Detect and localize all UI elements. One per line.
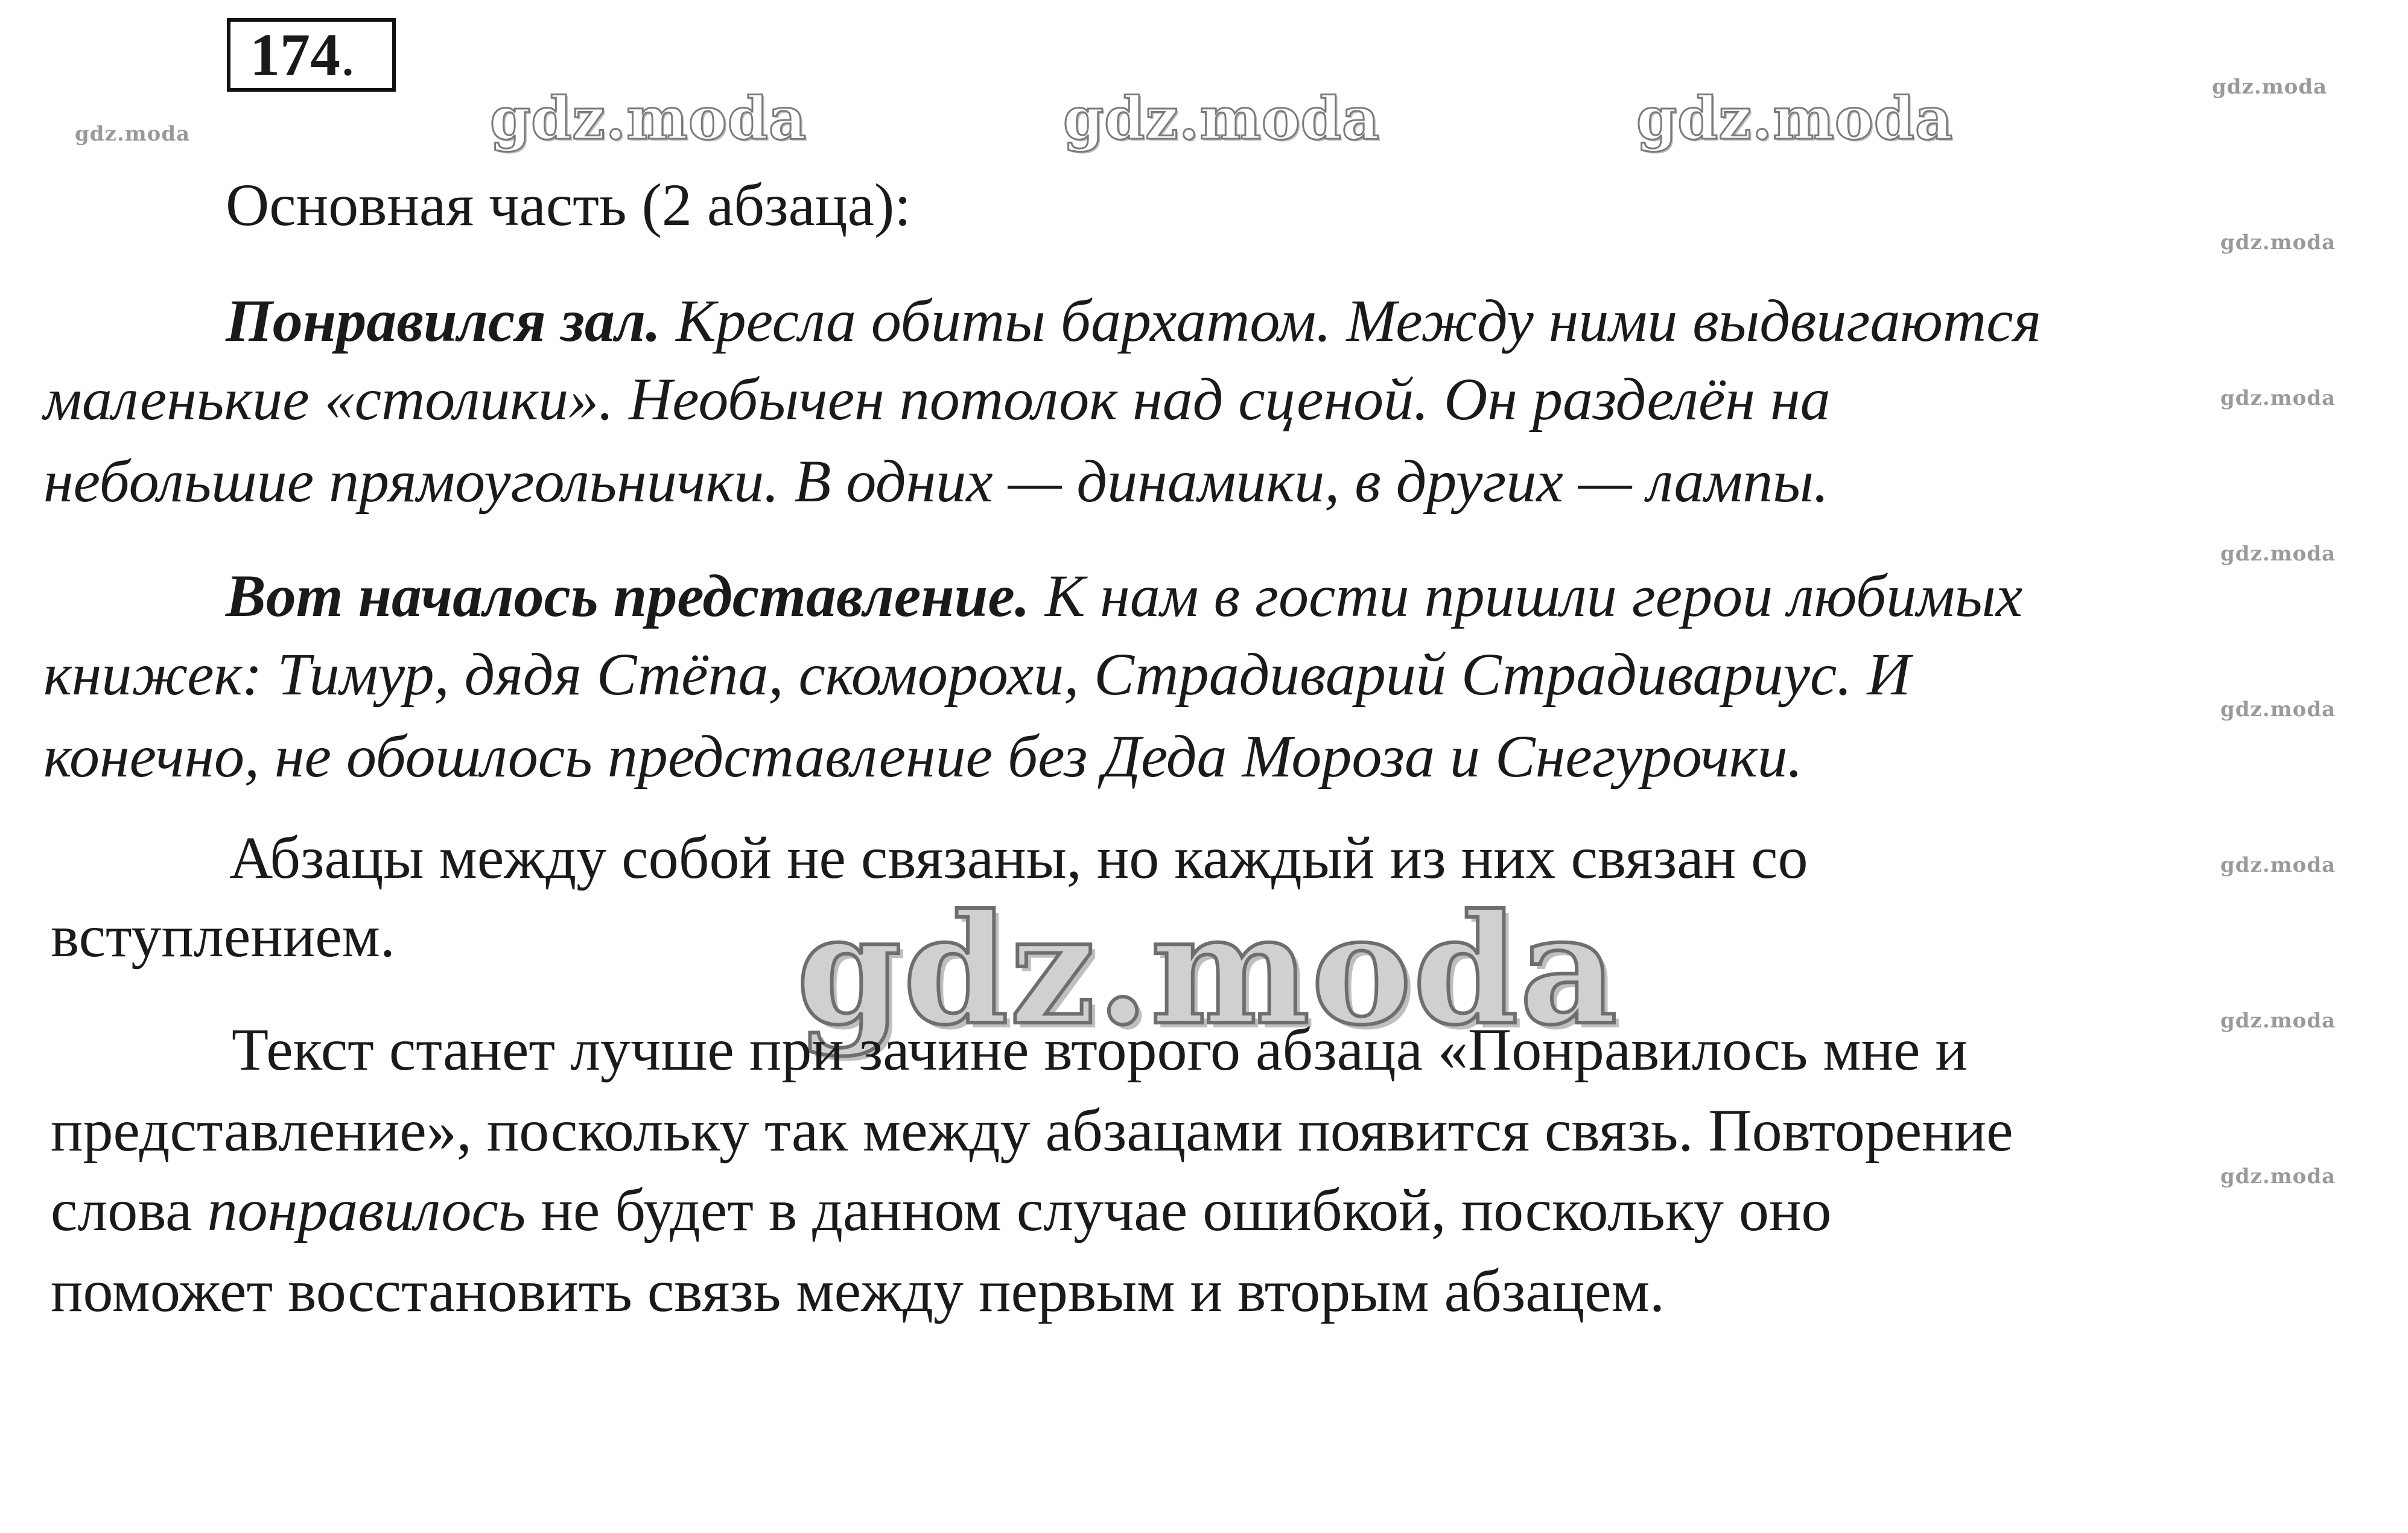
paragraph4-line3-after: не будет в данном случае ошибкой, поскольку оно: [526, 1176, 1832, 1243]
watermark-small-r2: gdz.moda: [2220, 230, 2336, 255]
watermark-small-r3: gdz.moda: [2220, 386, 2336, 410]
paragraph1-line1: [226, 287, 2041, 354]
task-number-box: [227, 18, 396, 92]
paragraph1-lead: Понравился зал.: [226, 287, 661, 354]
paragraph4-line3-before: слова: [51, 1176, 208, 1243]
watermark-small-left: gdz.moda: [75, 122, 191, 146]
paragraph3-line1: Абзацы между собой не связаны, но каждый из них связан со: [229, 824, 1808, 891]
watermark-center-large: gdz.moda: [796, 881, 1619, 1058]
paragraph2-line1-text: К нам в гости пришли герои любимых: [1029, 562, 2023, 629]
paragraph2-line1: [226, 562, 2023, 629]
paragraph1-line3: небольшие прямоугольнички. В одних — динамики, в других — лампы.: [43, 448, 1829, 515]
watermark-top-1: gdz.moda: [490, 84, 807, 153]
task-number-dot: .: [340, 21, 355, 88]
paragraph4-line3: [51, 1176, 1832, 1243]
paragraph2-lead: Вот началось представление.: [226, 562, 1030, 629]
paragraph4-line2: представление», поскольку так между абзацами появится связь. Повторение: [51, 1097, 2013, 1164]
watermark-small-r6: gdz.moda: [2220, 853, 2336, 877]
watermark-small-r7: gdz.moda: [2220, 1009, 2336, 1033]
paragraph2-line3: конечно, не обошлось представление без Деда Мороза и Снегурочки.: [43, 723, 1803, 790]
watermark-top-2: gdz.moda: [1063, 84, 1380, 153]
watermark-small-r1: gdz.moda: [2212, 75, 2328, 99]
section-heading: Основная часть (2 абзаца):: [226, 171, 912, 238]
watermark-small-r4: gdz.moda: [2220, 542, 2336, 566]
paragraph1-line1-text: Кресла обиты бархатом. Между ними выдвигаются: [661, 287, 2041, 354]
paragraph3-line2: вступлением.: [51, 903, 395, 970]
paragraph4-line3-italic: понравилось: [207, 1176, 526, 1243]
paragraph4-line1: Текст станет лучше при зачине второго абзаца «Понравилось мне и: [232, 1016, 1968, 1083]
watermark-top-3: gdz.moda: [1636, 84, 1954, 153]
paragraph1-line2: маленькие «столики». Необычен потолок над сценой. Он разделён на: [43, 366, 1831, 433]
paragraph4-line4: поможет восстановить связь между первым и вторым абзацем.: [51, 1257, 1665, 1324]
paragraph2-line2: книжек: Тимур, дядя Стёпа, скоморохи, Страдиварий Страдивариус. И: [43, 641, 1911, 708]
task-number: 174: [250, 21, 340, 88]
watermark-small-r8: gdz.moda: [2220, 1164, 2336, 1189]
watermark-small-r5: gdz.moda: [2220, 697, 2336, 722]
